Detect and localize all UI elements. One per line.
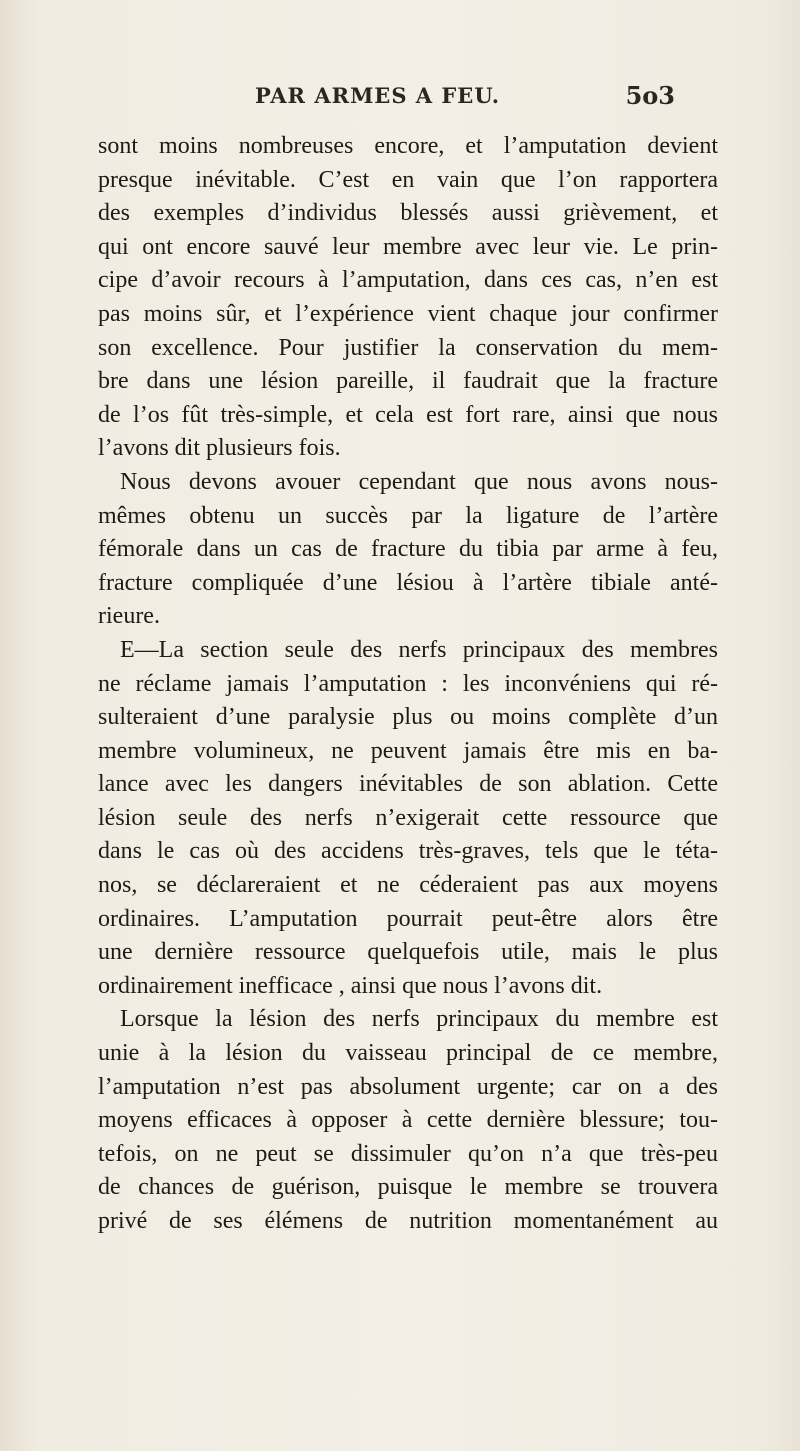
text-line: ordinairement inefficace , ainsi que nous l’avons dit.: [98, 972, 603, 999]
text-line: tefois, on ne peut se dissimuler qu’on n’a que très-peu: [98, 1140, 718, 1167]
text-line: ne réclame jamais l’amputation : les inconvéniens qui ré-: [98, 670, 718, 697]
text-line: sont moins nombreuses encore, et l’amputation devient: [98, 133, 718, 159]
text-line: presque inévitable. C’est en vain que l’on rapportera: [98, 166, 718, 193]
text-line: E—La section seule des nerfs principaux des membres: [120, 636, 718, 663]
running-head: PAR ARMES A FEU.: [255, 83, 501, 108]
text-line: son excellence. Pour justifier la conservation du mem-: [98, 334, 718, 361]
text-line: qui ont encore sauvé leur membre avec leur vie. Le prin-: [98, 233, 718, 260]
text-line: lésion seule des nerfs n’exigerait cette ressource que: [98, 804, 718, 831]
text-line: mêmes obtenu un succès par la ligature de l’artère: [98, 502, 718, 529]
text-line: moyens efficaces à opposer à cette dernière blessure; tou-: [98, 1107, 718, 1134]
text-line: Nous devons avouer cependant que nous avons nous-: [120, 468, 718, 495]
text-line: rieure.: [98, 603, 160, 630]
text-line: de chances de guérison, puisque le membre se trouvera: [98, 1174, 718, 1201]
text-line: de l’os fût très-simple, et cela est fort rare, ainsi que nous: [98, 401, 718, 428]
text-line: des exemples d’individus blessés aussi grièvement, et: [98, 200, 718, 227]
text-line: fracture compliquée d’une lésiou à l’artère tibiale anté-: [98, 569, 718, 596]
text-line: une dernière ressource quelquefois utile, mais le plus: [98, 939, 718, 966]
text-line: privé de ses élémens de nutrition momentanément au: [98, 1208, 718, 1234]
text-line: dans le cas où des accidens très-graves, tels que le téta-: [98, 838, 718, 865]
text-line: l’amputation n’est pas absolument urgente; car on a des: [98, 1073, 718, 1100]
text-line: lance avec les dangers inévitables de son ablation. Cette: [98, 771, 718, 798]
text-line: l’avons dit plusieurs fois.: [98, 435, 341, 462]
text-line: nos, se déclareraient et ne céderaient pas aux moyens: [98, 872, 718, 899]
text-line: fémorale dans un cas de fracture du tibia par arme à feu,: [98, 536, 718, 563]
text-line: pas moins sûr, et l’expérience vient chaque jour confirmer: [98, 300, 718, 327]
text-line: bre dans une lésion pareille, il faudrait que la fracture: [98, 368, 718, 395]
text-line: Lorsque la lésion des nerfs principaux du membre est: [120, 1006, 718, 1033]
text-line: sulteraient d’une paralysie plus ou moins complète d’un: [98, 704, 718, 731]
text-line: unie à la lésion du vaisseau principal de ce membre,: [98, 1040, 718, 1067]
text-line: membre volumineux, ne peuvent jamais être mis en ba-: [98, 737, 718, 764]
page-number: 5o3: [625, 81, 675, 110]
page-header: [255, 78, 675, 114]
text-line: ordinaires. L’amputation pourrait peut-être alors être: [98, 905, 718, 932]
body-text: [98, 130, 718, 1239]
text-line: cipe d’avoir recours à l’amputation, dans ces cas, n’en est: [98, 267, 718, 294]
